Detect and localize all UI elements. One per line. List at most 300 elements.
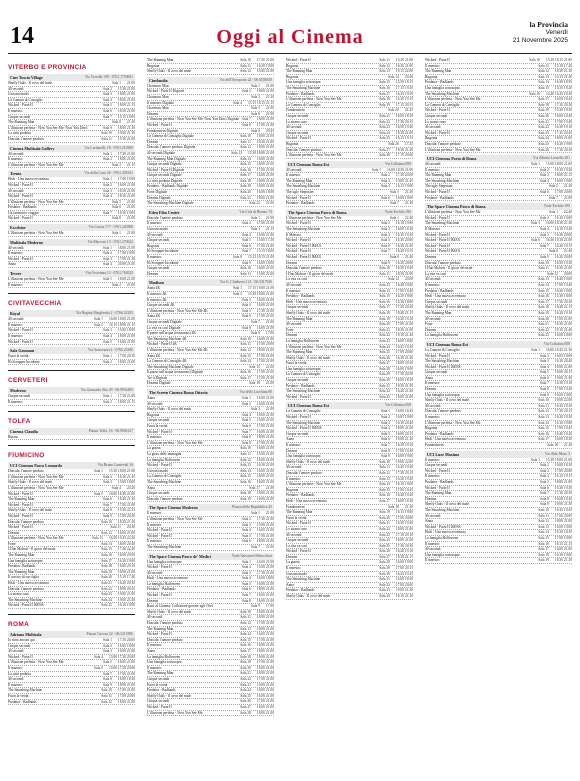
- screen-number: Sala 1: [94, 469, 103, 474]
- film-title: La vita va così: [425, 271, 447, 276]
- film-title: Giovani madri: [286, 571, 307, 576]
- showtimes: 16.00 21.00: [256, 598, 274, 603]
- screen-number: Sala 14: [379, 482, 390, 487]
- screen-number: Sala 2: [540, 353, 549, 358]
- showtimes: 18.30 21.30: [395, 147, 413, 152]
- showtimes: 17.00 19.40: [395, 288, 413, 293]
- cinema-name: The Space Cinema Parco di Roma: [288, 209, 347, 215]
- showtimes: 18.00 21.00: [395, 426, 413, 431]
- screen-number: Sala 18: [538, 305, 549, 310]
- screen-number: Sala 7: [103, 210, 112, 215]
- showtimes: 16.00 18.00: [256, 190, 274, 195]
- film-title: Rarri al Cinema: Collezione giocare agli Chef: [147, 604, 214, 609]
- film-title: Sheffy Oaks - Il covo del male: [286, 459, 331, 464]
- film-title: 40 secondi: [425, 547, 441, 552]
- film-title: Wicked - Parte II: [425, 215, 450, 220]
- cinema-header: [8, 462, 135, 469]
- film-title: Dracula: l'amore perduto: [286, 147, 322, 152]
- film-title: L'illusione perfetta - Now You See Me: [425, 97, 481, 102]
- showtime-details: [242, 539, 274, 544]
- showtime-details: [381, 449, 413, 454]
- showtime-details: [529, 92, 572, 97]
- showtimes: 16.30 19.10: [554, 381, 572, 386]
- showtime-details: [538, 426, 572, 431]
- screen-number: Sala 13: [379, 476, 390, 481]
- film-title: 40 secondi: [8, 151, 24, 156]
- showtimes: 19.10 21.40: [554, 327, 572, 332]
- film-title: Wicked - Parte II IMAX: [286, 243, 322, 248]
- showtimes: 16.00 21.00: [117, 660, 135, 665]
- screen-number: Sala 9: [540, 392, 549, 397]
- film-title: Il maestro Digitale: [147, 100, 174, 105]
- showtime-details: [112, 81, 135, 86]
- cinema-address: Via Bruno Carnevali 16: [97, 463, 133, 468]
- showtimes: 21.30: [265, 94, 274, 99]
- film-title: Riposo: [8, 434, 19, 439]
- showtime-details: [249, 365, 274, 370]
- showtimes: 16.00 21.00: [256, 581, 274, 586]
- cinema-header: [147, 389, 274, 396]
- screen-number: Sala 1: [531, 162, 540, 167]
- showtimes: 15.00 18.00 21.00: [545, 162, 572, 167]
- film-title: La Camera di Consiglio: [286, 409, 321, 414]
- film-title: Predator - Badlands: [286, 201, 315, 206]
- film-title: Wicked - Parte II: [286, 415, 311, 420]
- showtime-details: [101, 131, 135, 136]
- showtime-details: [540, 168, 572, 173]
- showtimes: 15.20 18.15 21.00: [545, 58, 572, 62]
- film-title: The Running Man: [425, 310, 452, 315]
- film-title: Il paese sull'acqua (restaurato) 4K: [147, 331, 196, 336]
- showtime-details: [103, 109, 135, 114]
- showtimes: 17.30 21.00: [256, 308, 274, 313]
- showtime-details: [240, 452, 274, 457]
- showtimes: 16.15 18.00 21.15: [108, 322, 135, 327]
- showtime-details: [540, 359, 572, 364]
- showtimes: 18.00 21.00: [256, 184, 274, 189]
- screen-number: Sala 24: [240, 688, 251, 693]
- screen-number: Sala 5: [242, 238, 251, 243]
- showtimes: 16.20 19.10: [554, 310, 572, 315]
- film-title: Anna: [286, 582, 294, 587]
- showtimes: 16.40 19.20: [395, 493, 413, 498]
- screen-number: Sala 2: [381, 415, 390, 420]
- showtimes: 16.45 19.30: [554, 403, 572, 408]
- showtime-details: [538, 277, 572, 282]
- showtime-details: [242, 89, 274, 94]
- cinema-name: UCI Cinemas Porta di Roma: [427, 156, 477, 162]
- showtime-details: [240, 705, 274, 710]
- showtime-details: [242, 123, 274, 128]
- film-title: Cinque secondi: [147, 418, 170, 423]
- film-title: Dreams: [425, 327, 437, 332]
- film-title: Il paese sull'acqua (restaurato) Digitale: [147, 370, 204, 375]
- showtime-details: [242, 571, 274, 576]
- showtime-details: [540, 463, 572, 468]
- showtimes: 18.30 21.15: [395, 554, 413, 559]
- cinema-address: Piazza Cavour 22 - 06.3211896: [86, 632, 133, 636]
- film-title: Il Maestro: [425, 227, 440, 232]
- cinema-header: [8, 170, 135, 177]
- screen-number: Sala 16: [240, 370, 251, 375]
- showtime-details: [103, 503, 135, 508]
- section-divider: [8, 411, 135, 412]
- city-heading: ROMA: [8, 621, 30, 628]
- showtime-details: [240, 474, 274, 479]
- cinema-address: Piazza Tolfa, 16 - 06.9904127: [88, 428, 133, 433]
- showtime-details: [251, 511, 274, 516]
- showtimes: 16.40 19.00: [395, 282, 413, 287]
- showtime-row: [425, 558, 572, 564]
- screen-number: Sala 13: [240, 463, 251, 468]
- showtime-details: [249, 486, 274, 491]
- showtimes: 16.00 21.00: [256, 632, 274, 637]
- showtimes: 21.00: [126, 81, 135, 85]
- screen-number: Sala 20: [388, 108, 399, 113]
- screen-number: Sala 11: [240, 342, 251, 347]
- film-title: La famiglia Halloween: [147, 457, 181, 462]
- screen-number: Sala 9: [540, 255, 549, 259]
- screen-number: Sala 20: [379, 515, 390, 520]
- showtimes: 21.00: [265, 544, 274, 549]
- showtimes: 20.00: [563, 271, 572, 276]
- showtime-details: [538, 404, 572, 409]
- showtime-details: [101, 581, 135, 586]
- screen-number: Sala 4: [242, 576, 251, 581]
- showtime-details: [240, 348, 274, 353]
- screen-number: Sala 16: [240, 479, 251, 484]
- cinema-address: Viale Eschilo 190: [543, 204, 570, 209]
- showtimes: 18.00 21.00: [256, 178, 274, 183]
- screen-number: Sala 12: [538, 69, 549, 74]
- film-title: 40 secondi: [8, 188, 24, 193]
- film-title: Predator - Badlands: [147, 587, 176, 592]
- screen-number: Sala 7: [242, 249, 251, 254]
- showtime-details: [242, 249, 274, 254]
- showtimes: 18.15 21.15: [554, 541, 572, 546]
- film-title: The Smashing Machine 4K: [147, 336, 187, 341]
- film-title: 40 secondi: [286, 167, 302, 172]
- showtime-details: [240, 134, 274, 139]
- screen-number: Sala 9: [381, 260, 390, 265]
- showtimes: 21.00: [265, 106, 274, 111]
- showtimes: 16.00 21.00: [256, 396, 274, 401]
- film-title: Sheffy Oaks - Il covo del male: [286, 594, 331, 599]
- film-title: Wicked - Parte II: [8, 103, 33, 108]
- showtimes: 21.00: [265, 201, 274, 206]
- screen-number: Sala 28: [240, 710, 251, 715]
- showtimes: 15.30 21.00: [117, 136, 135, 141]
- film-title: 40 secondi: [425, 403, 441, 408]
- film-title: 40 secondi: [8, 677, 24, 682]
- screen-number: Sala 7: [242, 429, 251, 434]
- film-title: Sheffy Oaks - Il covo del male: [286, 355, 331, 360]
- screen-number: Sala 16: [538, 294, 549, 299]
- film-title: Wicked - Parte II IMAX: [425, 249, 461, 254]
- masthead-info: [513, 21, 568, 45]
- showtimes: 16.30 20.00: [554, 232, 572, 237]
- screen-number: Sala 1: [103, 354, 112, 359]
- showtimes: 17.15 19.00 21.00: [247, 286, 274, 291]
- showtime-details: [101, 603, 135, 608]
- showtime-details: [240, 266, 274, 271]
- showtimes: 16.45 19.45: [395, 571, 413, 576]
- showtimes: 16.00 18.00: [395, 338, 413, 343]
- screen-number: Sala 9: [540, 502, 549, 507]
- showtime-details: [240, 480, 274, 485]
- screen-number: Sala 2: [103, 157, 112, 162]
- showtimes: 18.00 21.00: [117, 92, 135, 97]
- showtime-details: [381, 221, 413, 226]
- screen-number: Sala 19: [538, 558, 549, 563]
- film-title: Wicked - Parte II: [8, 525, 33, 530]
- film-title: Dracula: l'amore perduto: [147, 621, 183, 626]
- showtime-details: [101, 598, 135, 603]
- film-title: Bugonia: [286, 74, 299, 79]
- showtime-details: [249, 201, 274, 206]
- listing-column-4: [425, 58, 572, 776]
- showtimes: 16.00 18.30 21.00: [386, 167, 413, 172]
- film-title: Predator - Badlands: [425, 431, 454, 436]
- screen-number: Sala 2: [103, 251, 112, 256]
- showtimes: 17.40 22.40: [117, 547, 135, 552]
- showtime-details: [240, 643, 274, 648]
- showtime-details: [103, 340, 135, 345]
- cinema-address: Via Orvietana 12 - 0761.762023: [85, 271, 133, 276]
- showtimes: 16.20 19.15: [554, 243, 572, 248]
- film-title: La famiglia Halloween: [147, 581, 181, 586]
- screen-number: Sala 11: [240, 452, 251, 456]
- showtime-details: [94, 323, 135, 328]
- showtime-details: [379, 311, 413, 316]
- screen-number: Sala 19: [101, 569, 112, 574]
- showtimes: 14.20 16.45 19.30: [545, 91, 572, 96]
- showtime-details: [549, 210, 572, 215]
- showtime-details: [240, 677, 274, 682]
- showtime-details: [242, 587, 274, 592]
- showtimes: 16.00 21.00: [256, 266, 274, 271]
- film-title: Dracula: l'amore perduto: [8, 136, 44, 141]
- screen-number: Sala 7: [242, 593, 251, 598]
- film-title: Bugonia: [425, 74, 438, 79]
- showtime-details: [103, 360, 135, 365]
- film-title: Wicked - Parte II: [425, 58, 450, 62]
- showtime-details: [388, 108, 413, 113]
- showtimes: 15.50 18.20: [554, 85, 572, 90]
- screen-number: Sala 26: [379, 355, 390, 360]
- showtimes: 17.30 21.00: [256, 516, 274, 521]
- screen-number: Sala 9: [242, 260, 251, 265]
- screen-number: Sala 7: [103, 671, 112, 676]
- showtimes: 15.00 18.00: [117, 328, 135, 333]
- showtimes: 16.00 21.00: [256, 593, 274, 598]
- showtime-details: [388, 505, 413, 510]
- film-title: The Running Man: [8, 553, 35, 558]
- cinema-name: The Space Cinema Moderno: [149, 505, 198, 511]
- film-title: Fuori la verità: [147, 424, 168, 429]
- showtimes: 17.50 20.50: [395, 372, 413, 377]
- showtime-details: [379, 516, 413, 521]
- showtime-details: [103, 660, 135, 665]
- film-title: La città proibita: [8, 131, 31, 136]
- cinema-name: Cinelandia: [149, 77, 168, 83]
- showtimes: 17.00 21.00: [256, 676, 274, 681]
- showtime-details: [379, 305, 413, 310]
- film-title: Sheffy Oaks - Il covo del male: [147, 69, 192, 74]
- film-title: The Smashing Machine Digitale: [147, 201, 194, 206]
- screen-number: Sala 4: [103, 334, 112, 338]
- showtime-details: [379, 594, 413, 599]
- showtimes: 16.10 19.00: [554, 420, 572, 425]
- film-title: 40 secondi: [286, 282, 302, 287]
- cinema-name: Multisala Moderno: [10, 239, 43, 245]
- showtimes: 17.30 21.00: [256, 58, 274, 62]
- screen-number: Sala 1: [251, 511, 260, 516]
- cinema-address: Via Cola di Rienzo 74: [239, 209, 272, 214]
- film-title: The Smashing Machine: [147, 479, 182, 484]
- showtime-details: [240, 671, 274, 676]
- film-title: Anna 4K: [147, 314, 161, 319]
- showtimes: 19.30 22.15: [117, 508, 135, 513]
- cinema-header: [8, 428, 135, 435]
- screen-number: Sala 4: [381, 426, 390, 431]
- screen-number: Sala 10: [538, 507, 549, 512]
- showtime-details: [540, 370, 572, 375]
- showtimes: 15.00 21.00: [256, 565, 274, 570]
- showtime-details: [242, 298, 274, 303]
- film-title: Sheffy Oaks - Il covo del male: [147, 407, 192, 412]
- showtimes: 17.00 20.00: [117, 693, 135, 698]
- showtimes: 19.15 22.00: [395, 69, 413, 74]
- showtimes: 18.30 21.00: [395, 271, 413, 276]
- screen-number: Sala 27: [240, 704, 251, 709]
- showtimes: 17.00 20.30: [117, 354, 135, 359]
- showtime-details: [379, 317, 413, 322]
- showtimes: 15.00 21.00: [256, 418, 274, 423]
- showtime-details: [379, 560, 413, 565]
- showtime-details: [379, 538, 413, 543]
- showtimes: 21.40: [563, 249, 572, 254]
- screen-number: Sala 8: [112, 216, 121, 221]
- showtimes: 16.45 19.45: [554, 507, 572, 512]
- showtimes: 17.00 21.00: [256, 424, 274, 429]
- showtimes: 15.30 21.00: [117, 86, 135, 91]
- film-title: La vita va così Digitale: [147, 325, 181, 330]
- screen-number: Sala 6: [242, 587, 251, 592]
- cinema-header: [147, 553, 274, 560]
- film-title: L'illusione perfetta - Now You See Me: [147, 710, 203, 715]
- screen-number: Sala 3: [540, 173, 549, 178]
- film-title: Predator - Badlands: [286, 383, 315, 388]
- screen-number: Sala 4: [242, 303, 251, 308]
- film-title: 40 secondi: [425, 277, 441, 282]
- film-title: Dracula: l'amore perduto: [286, 266, 322, 271]
- film-title: Sheffy Oaks - Il covo del male: [286, 310, 331, 315]
- showtimes: 19.30 21.50: [395, 383, 413, 388]
- screen-number: Sala 10: [538, 398, 549, 403]
- showtimes: 16.30 18.30: [554, 530, 572, 535]
- film-title: Predator - Badlands: [286, 91, 315, 96]
- showtime-details: [540, 244, 572, 249]
- showtime-details: [240, 140, 274, 145]
- showtime-details: [103, 514, 135, 519]
- cinema-name: Madison: [149, 280, 164, 286]
- showtimes: 15.15 18.00: [117, 114, 135, 119]
- screen-number: Sala 15: [379, 80, 390, 85]
- film-title: Hi Scrapper Incidente: [147, 260, 179, 265]
- film-title: Frankenstein: [425, 443, 444, 447]
- showtimes: 16.20 20.00: [554, 255, 572, 259]
- showtimes: 16.00 21.00: [256, 156, 274, 161]
- screen-number: Sala 15: [379, 487, 390, 492]
- showtimes: 18.00 21.00: [256, 626, 274, 631]
- showtimes: 21.40: [404, 255, 413, 259]
- screen-number: Sala 12: [240, 145, 251, 150]
- showtimes: 17.00 20.00: [554, 190, 572, 195]
- screen-number: Sala 10: [101, 519, 112, 524]
- showtimes: 16.00 21.00: [256, 457, 274, 462]
- screen-number: Sala 16: [240, 643, 251, 648]
- showtime-details: [381, 173, 413, 178]
- listing-column-1: [8, 58, 135, 776]
- screen-number: Sala 22: [101, 586, 112, 591]
- showtime-details: [388, 75, 413, 80]
- film-title: La città proibita: [8, 671, 31, 676]
- screen-number: Sala 5: [381, 238, 390, 243]
- screen-number: Sala 8: [233, 255, 242, 259]
- showtimes: 18.30 21.00: [554, 266, 572, 271]
- showtime-details: [538, 398, 572, 403]
- cinema-address: Piazza della Repubblica 45: [231, 505, 272, 510]
- film-title: Dreams Digitale: [147, 381, 171, 386]
- film-title: L'illusione perfetta - Now You See Me: [286, 97, 342, 102]
- screen-number: Sala 9: [103, 682, 112, 687]
- showtime-details: [103, 394, 135, 399]
- showtimes: 17.00 21.00: [554, 316, 572, 321]
- screen-number: Sala 1: [549, 210, 558, 215]
- showtime-details: [538, 432, 572, 437]
- showtimes: 16.35 19.30: [395, 91, 413, 96]
- film-title: Hedi - Una nuova avventura: [286, 498, 327, 503]
- screen-number: Sala 21: [379, 327, 390, 332]
- showtimes: 16.00 18.45 21.30: [545, 347, 572, 352]
- film-title: Wicked - Parte II: [147, 632, 172, 637]
- showtime-details: [538, 103, 572, 108]
- film-title: Predator - Badlands: [147, 688, 176, 693]
- showtimes: 19.00 21.30: [395, 437, 413, 442]
- showtime-details: [549, 249, 572, 254]
- film-title: Forte: [425, 322, 433, 327]
- showtimes: 16.30 19.00: [395, 294, 413, 299]
- film-title: Il maestro: [8, 251, 23, 256]
- showtime-details: [540, 190, 572, 195]
- showtime-details: [379, 64, 413, 69]
- film-title: La Camera di Consiglio Digitale: [147, 134, 194, 139]
- screen-number: Sala 33: [379, 394, 390, 399]
- showtime-details: [379, 460, 413, 465]
- film-title: Una famiglia sottosopra: [286, 366, 321, 371]
- showtimes: 16.00 21.00: [256, 609, 274, 614]
- showtimes: 15.30 18.30: [554, 108, 572, 113]
- screen-number: Sala 22: [379, 526, 390, 531]
- film-title: Predator - Badlands: [286, 294, 315, 299]
- cinema-header: [8, 74, 135, 81]
- film-title: The Running Man: [286, 350, 313, 355]
- film-title: The Smashing Machine: [286, 577, 321, 582]
- film-title: Anna: [147, 649, 155, 653]
- showtime-details: [240, 69, 274, 74]
- screen-number: Sala 11: [379, 465, 390, 470]
